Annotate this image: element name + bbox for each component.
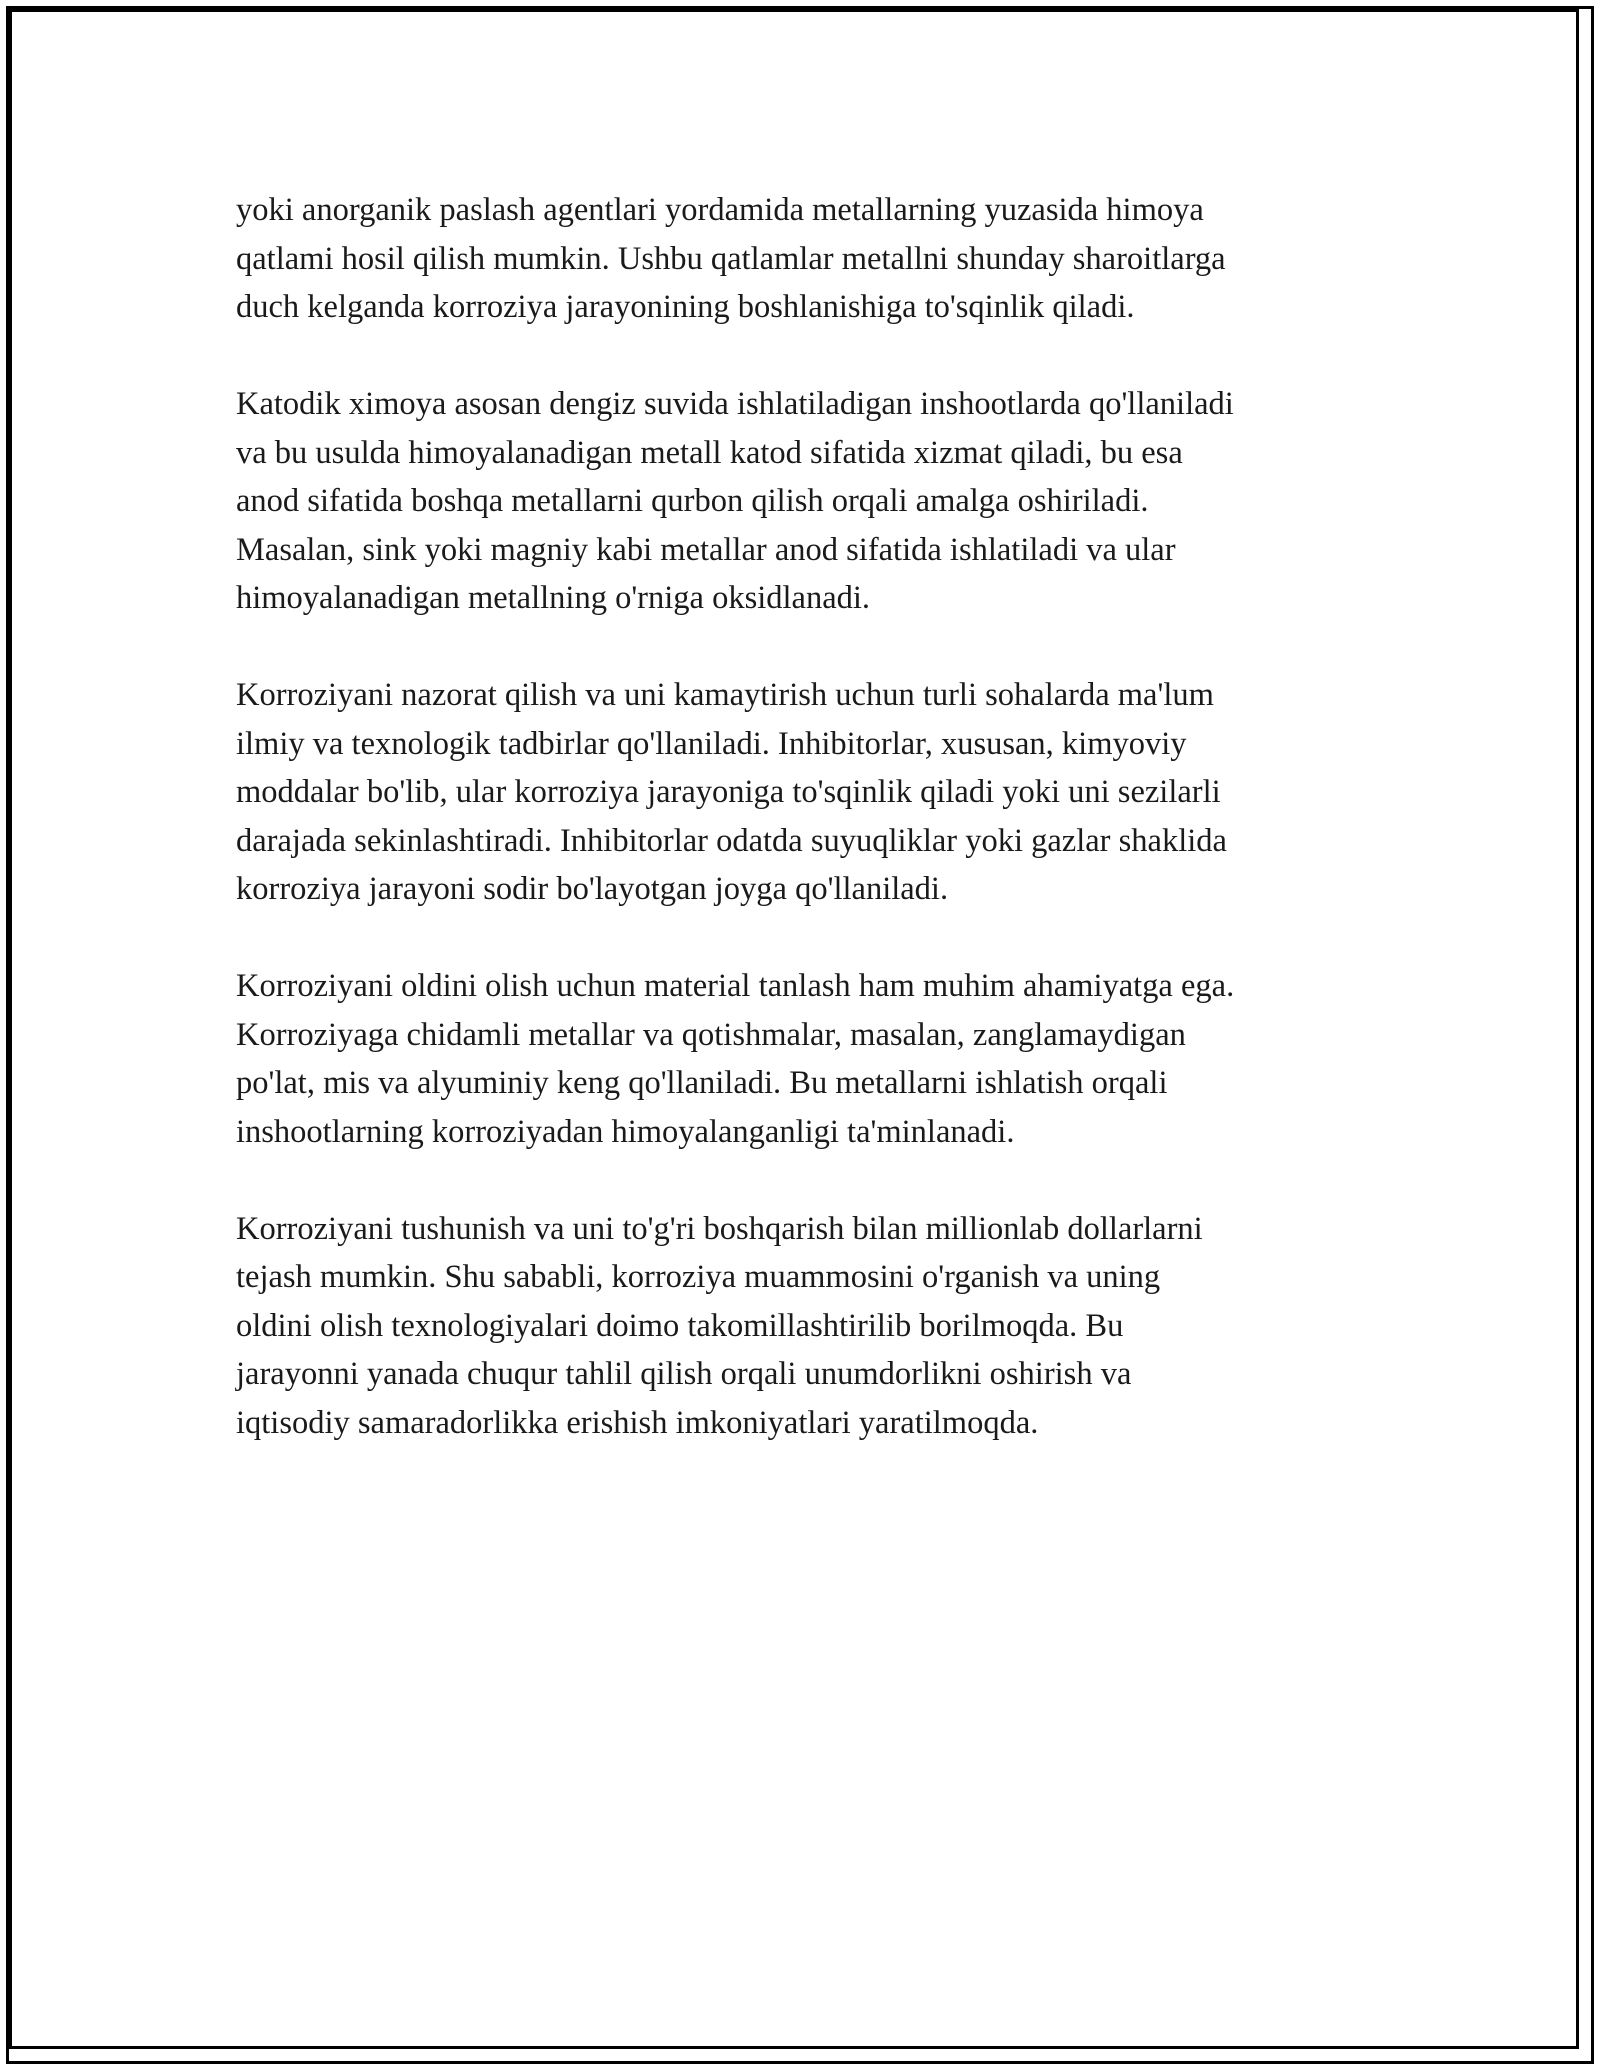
paragraph-4: Korroziyani oldini olish uchun material tanlash ham muhim ahamiyatga ega. Korroziyaga chidamli metallar va qotishmalar, masalan, zanglamaydigan po'lat, mis va alyuminiy keng qo'llaniladi. Bu metallarni ishlatish orqali inshootlarning korroziyadan himoyalanganligi ta'minlanadi. xyxy=(236,968,1235,1150)
paragraph-5: Korroziyani tushunish va uni to'g'ri boshqarish bilan millionlab dollarlarni tejash mumkin. Shu sababli, korroziya muammosini o'rganish va uning oldini olish texnologiyalari doimo takomillashtirilib borilmoqda. Bu jarayonni yanada chuqur tahlil qilish orqali unumdorlikni oshirish va iqtisodiy samaradorlikka erishish imkoniyatlari yaratilmoqda. xyxy=(236,1210,1203,1441)
paragraph-1: yoki anorganik paslash agentlari yordamida metallarning yuzasida himoya qatlami hosil qilish mumkin. Ushbu qatlamlar metallni shunday sharoitlarga duch kelganda korroziya jarayonining boshlanishiga to'sqinlik qiladi. xyxy=(236,192,1226,325)
document-body xyxy=(236,186,1396,1496)
paragraph-3: Korroziyani nazorat qilish va uni kamaytirish uchun turli sohalarda ma'lum ilmiy va texnologik tadbirlar qo'llaniladi. Inhibitorlar, xususan, kimyoviy moddalar bo'lib, ular korroziya jarayoniga to'sqinlik qiladi yoki uni sezilarli darajada sekinlashtiradi. Inhibitorlar odatda suyuqliklar yoki gazlar shaklida korroziya jarayoni sodir bo'layotgan joyga qo'llaniladi. xyxy=(236,677,1227,907)
paragraph-2: Katodik ximoya asosan dengiz suvida ishlatiladigan inshootlarda qo'llaniladi va bu usulda himoyalanadigan metall katod sifatida xizmat qiladi, bu esa anod sifatida boshqa metallarni qurbon qilish orqali amalga oshiriladi. Masalan, sink yoki magniy kabi metallar anod sifatida ishlatiladi va ular himoyalanadigan metallning o'rniga oksidlanadi. xyxy=(236,386,1234,616)
